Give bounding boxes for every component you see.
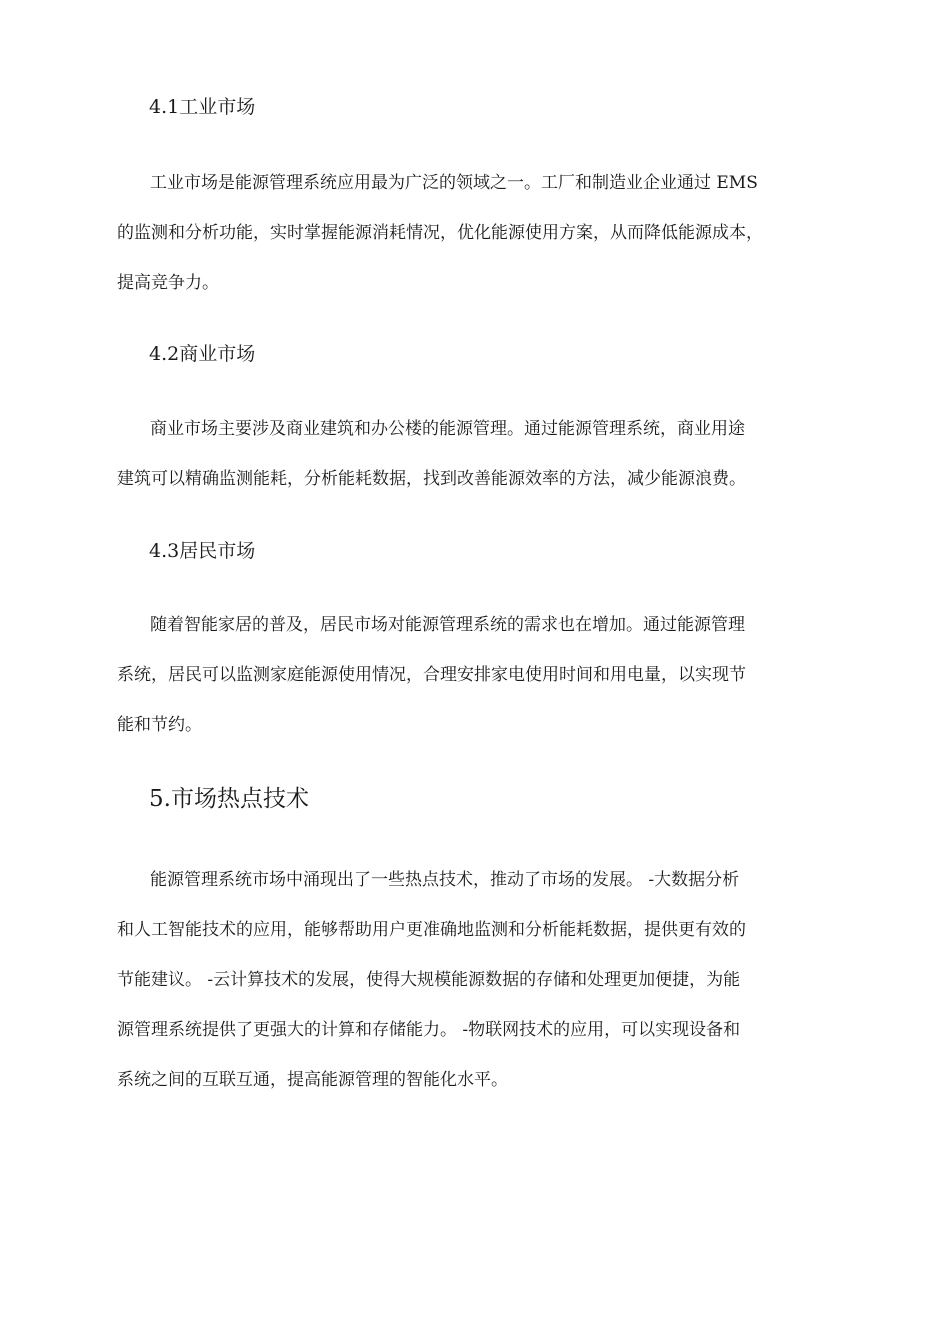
paragraph-line: 提高竞争力。 — [117, 273, 219, 293]
paragraph-line: 随着智能家居的普及，居民市场对能源管理系统的需求也在增加。通过能源管理 — [150, 615, 745, 635]
paragraph-line: 系统，居民可以监测家庭能源使用情况，合理安排家电使用时间和用电量，以实现节 — [117, 665, 746, 685]
section-heading-4-2: 4.2商业市场 — [149, 343, 256, 365]
paragraph-commercial-market — [117, 404, 832, 504]
paragraph-line: 源管理系统提供了更强大的计算和存储能力。 -物联网技术的应用，可以实现设备和 — [117, 1020, 741, 1040]
section-heading-5: 5.市场热点技术 — [149, 786, 309, 812]
paragraph-line: 系统之间的互联互通，提高能源管理的智能化水平。 — [117, 1070, 508, 1090]
paragraph-line: 工业市场是能源管理系统应用最为广泛的领域之一。工厂和制造业企业通过 EMS — [150, 173, 758, 193]
paragraph-line: 商业市场主要涉及商业建筑和办公楼的能源管理。通过能源管理系统，商业用途 — [150, 419, 745, 439]
paragraph-line: 能源管理系统市场中涌现出了一些热点技术，推动了市场的发展。 -大数据分析 — [150, 870, 740, 890]
paragraph-line: 节能建议。 -云计算技术的发展，使得大规模能源数据的存储和处理更加便捷，为能 — [117, 970, 741, 990]
paragraph-line: 和人工智能技术的应用，能够帮助用户更准确地监测和分析能耗数据，提供更有效的 — [117, 920, 746, 940]
section-heading-4-1: 4.1工业市场 — [149, 96, 256, 118]
section-heading-4-3: 4.3居民市场 — [149, 540, 256, 562]
paragraph-residential-market — [117, 600, 832, 750]
paragraph-line: 的监测和分析功能，实时掌握能源消耗情况，优化能源使用方案，从而降低能源成本， — [117, 223, 763, 243]
paragraph-industrial-market — [117, 158, 832, 308]
paragraph-line: 建筑可以精确监测能耗，分析能耗数据，找到改善能源效率的方法，减少能源浪费。 — [117, 469, 746, 489]
paragraph-line: 能和节约。 — [117, 715, 202, 735]
paragraph-hot-technologies — [117, 855, 832, 1105]
